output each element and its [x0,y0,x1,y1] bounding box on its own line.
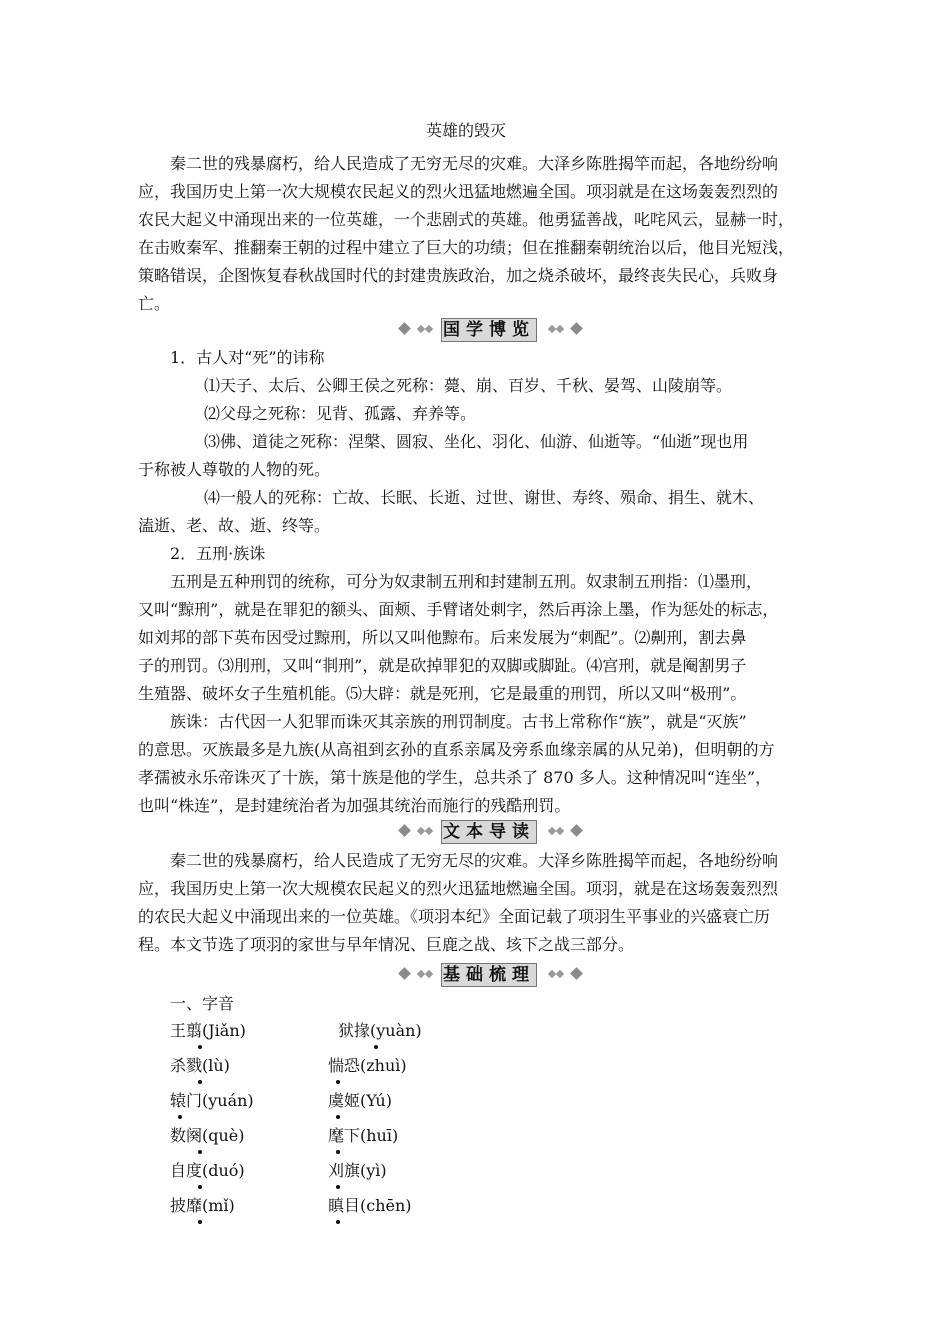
emphasis-dot [198,1150,202,1154]
wuxing-line: 子的刑罚。⑶刖刑，又叫“剕刑”，就是砍掉罪犯的双脚或脚趾。⑷宫刑，就是阉割男子 [138,656,747,675]
diamond-icon [425,827,433,835]
wuxing-line: 五刑是五种刑罚的统称，可分为奴隶制五刑和封建制五刑。奴隶制五刑指：⑴墨刑， [170,572,763,591]
diamond-icon [570,967,583,980]
intro-line: 亡。 [138,294,171,313]
pinyin-item: 惴恐(zhuì) [328,1056,407,1075]
emphasis-dot [198,1220,202,1224]
diamond-icon [398,967,411,980]
diamond-icon [398,322,411,335]
item-text: ⑵父母之死称：见背、孤露、弃养等。 [204,404,477,423]
emphasis-dot [336,1115,340,1119]
diamond-icon [425,325,433,333]
item-title: 2．五刑·族诛 [170,544,266,563]
section-header-label: 文本导读 [443,822,535,842]
page-title: 英雄的毁灭 [426,121,507,140]
section-header-wenben [0,820,950,844]
diamond-icon [398,824,411,837]
intro-line: 应，我国历史上第一次大规模农民起义的烈火迅猛地燃遍全国。项羽就是在这场轰轰烈烈的 [138,182,779,201]
subhead-ziyin: 一、字音 [170,994,235,1013]
item-text: ⑶佛、道徒之死称：涅槃、圆寂、坐化、羽化、仙游、仙逝等。“仙逝”现也用 [204,432,749,451]
pinyin-item: 麾下(huī) [328,1126,399,1145]
zuzhu-line: 族诛：古代因一人犯罪而诛灭其亲族的刑罚制度。古书上常称作“族”，就是“灭族” [170,712,747,731]
pinyin-item: 虞姬(Yú) [328,1091,392,1110]
item-text: 于称被人尊敬的人物的死。 [138,460,331,479]
section-header-jichu [0,963,950,987]
diamond-icon [556,325,564,333]
pinyin-item: 瞋目(chēn) [328,1196,412,1215]
guide-line: 秦二世的残暴腐朽，给人民造成了无穷无尽的灾难。大泽乡陈胜揭竿而起，各地纷纷响 [170,851,779,870]
wuxing-line: 如刘邦的部下英布因受过黥刑，所以又叫他黥布。后来发展为“刺配”。⑵劓刑，割去鼻 [138,628,747,647]
wuxing-line: 生殖器、破坏女子生殖机能。⑸大辟：就是死刑，它是最重的刑罚，所以又叫“极刑”。 [138,684,747,703]
emphasis-dot [336,1080,340,1084]
pinyin-item: 自度(duó) [170,1161,245,1180]
intro-line: 农民大起义中涌现出来的一位英雄，一个悲剧式的英雄。他勇猛善战，叱咤风云，显赫一时， [138,210,795,229]
diamond-icon [570,824,583,837]
emphasis-dot [198,1080,202,1084]
emphasis-dot [178,1115,182,1119]
pinyin-item: 刈旗(yì) [328,1161,387,1180]
intro-line: 秦二世的残暴腐朽，给人民造成了无穷无尽的灾难。大泽乡陈胜揭竿而起，各地纷纷响 [170,154,779,173]
guide-line: 程。本文节选了项羽的家世与早年情况、巨鹿之战、垓下之战三部分。 [138,935,635,954]
pinyin-item: 杀戮(lù) [170,1056,230,1075]
emphasis-dot [336,1150,340,1154]
zuzhu-line: 也叫“株连”，是封建统治者为加强其统治而施行的残酷刑罚。 [138,796,571,815]
section-header-label: 国学博览 [443,320,535,340]
zuzhu-line: 孝孺被永乐帝诛灭了十族，第十族是他的学生，总共杀了 870 多人。这种情况叫“连坐”， [138,768,772,787]
diamond-icon [425,970,433,978]
pinyin-item: 辕门(yuán) [170,1091,254,1110]
intro-line: 在击败秦军、推翻秦王朝的过程中建立了巨大的功绩；但在推翻秦朝统治以后，他目光短浅， [138,238,795,257]
intro-line: 策略错误，企图恢复春秋战国时代的封建贵族政治，加之烧杀破坏，最终丧失民心，兵败身 [138,266,779,285]
wuxing-line: 又叫“黥刑”，就是在罪犯的额头、面颊、手臂诸处刺字，然后再涂上墨，作为惩处的标志， [138,600,779,619]
emphasis-dot [198,1185,202,1189]
emphasis-dot [374,1045,378,1049]
emphasis-dot [336,1220,340,1224]
guide-line: 应，我国历史上第一次大规模农民起义的烈火迅猛地燃遍全国。项羽，就是在这场轰轰烈烈 [138,879,779,898]
guide-line: 的农民大起义中涌现出来的一位英雄。《项羽本纪》全面记载了项羽生平事业的兴盛衰亡历 [138,907,771,926]
emphasis-dot [198,1045,202,1049]
item-text: ⑴天子、太后、公卿王侯之死称：薨、崩、百岁、千秋、晏驾、山陵崩等。 [204,376,733,395]
emphasis-dot [336,1185,340,1189]
item-title: 1．古人对“死”的讳称 [170,348,325,367]
diamond-icon [556,970,564,978]
pinyin-item: 披靡(mǐ) [170,1196,235,1215]
pinyin-item: 狱掾(yuàn) [338,1021,422,1040]
item-text: ⑷一般人的死称：亡故、长眠、长逝、过世、谢世、寿终、殒命、捐生、就木、 [204,488,765,507]
section-header-guoxue [0,318,950,342]
zuzhu-line: 的意思。灭族最多是九族(从高祖到玄孙的直系亲属及旁系血缘亲属的从兄弟)，但明朝的方 [138,740,775,759]
item-text: 溘逝、老、故、逝、终等。 [138,516,331,535]
diamond-icon [570,322,583,335]
pinyin-item: 王翦(Jiǎn) [170,1021,246,1040]
pinyin-item: 数阕(què) [170,1126,245,1145]
section-header-label: 基础梳理 [443,965,535,985]
diamond-icon [556,827,564,835]
